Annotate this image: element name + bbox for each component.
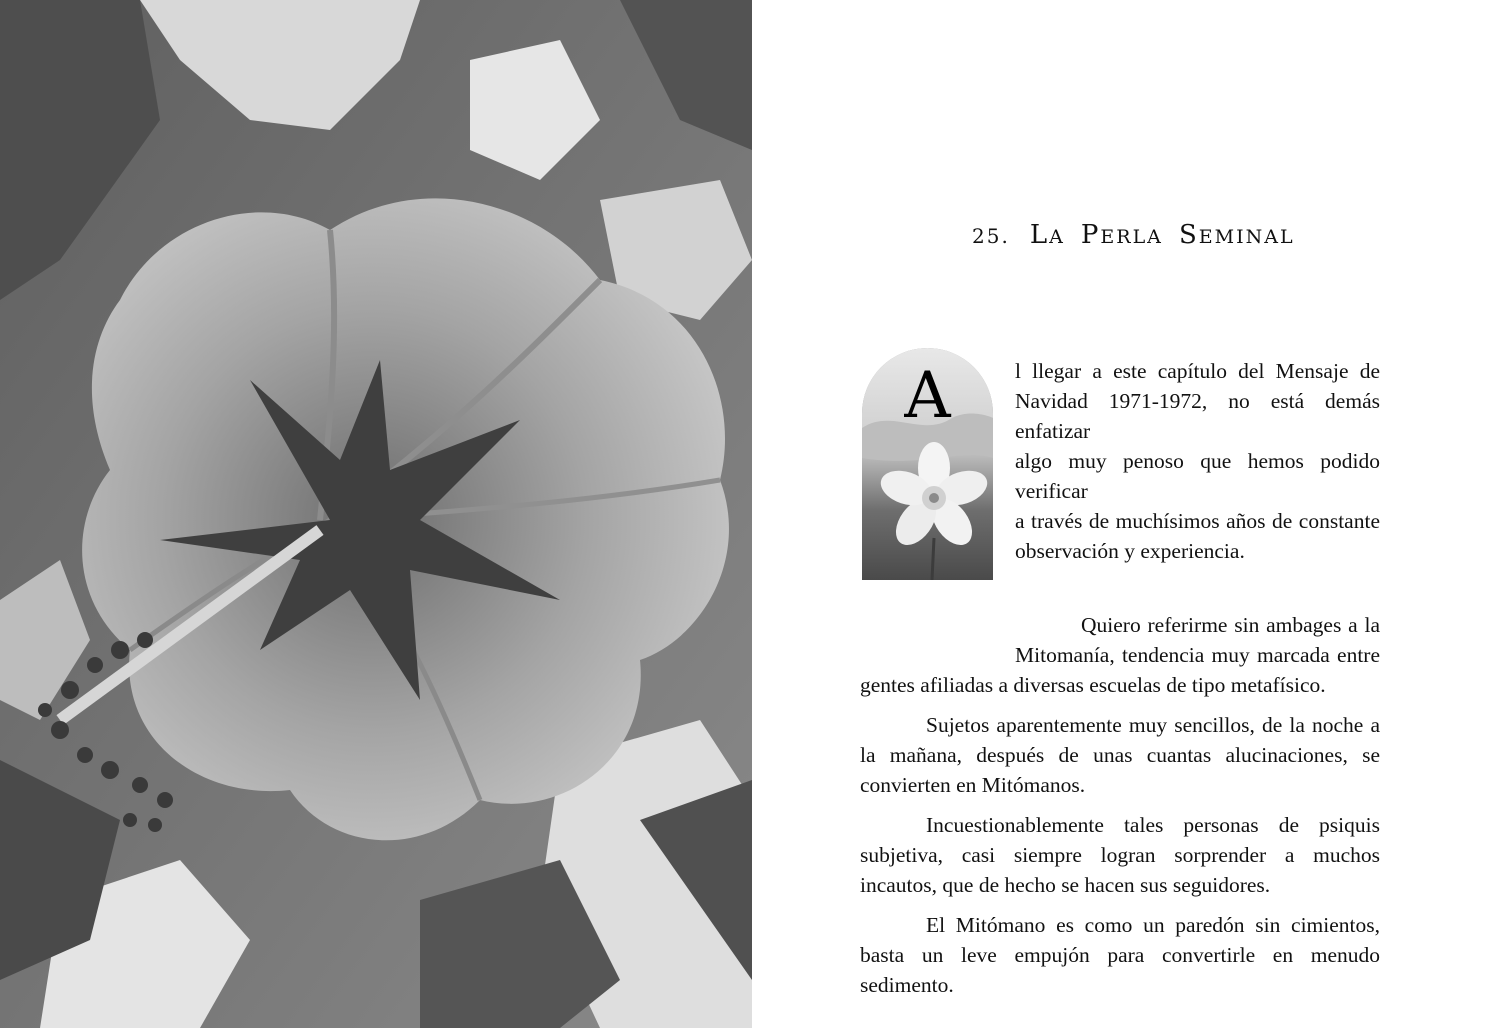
text-line: Navidad 1971-1972, no está demás enfatizar: [1015, 389, 1380, 443]
title-part: L: [1029, 220, 1050, 250]
text-line: observación y experiencia.: [1015, 539, 1245, 563]
dropcap-letter: A: [904, 359, 951, 433]
paragraph-5: El Mitómano es como un paredón sin cimientos, basta un leve empujón para convertirle en menudo sedimento.: [860, 913, 1380, 997]
text-line: l llegar a este capítulo del Mensaje de: [1015, 359, 1380, 383]
paragraph-3: Sujetos aparentemente muy sencillos, de la noche a la mañana, después de unas cuantas alucinaciones, se convierten en Mitómanos.: [860, 713, 1380, 797]
body-text: [860, 356, 1380, 1010]
title-part: A: [1049, 226, 1081, 248]
paragraph-4: Incuestionablemente tales personas de psiquis subjetiva, casi siempre logran sorprender a muchos incautos, que de hecho se hacen sus seguidores.: [860, 813, 1380, 897]
chapter-title: [972, 220, 1392, 250]
chapter-number: 25.: [972, 224, 1010, 248]
text-line: Quiero referirme sin ambages a la: [1081, 613, 1380, 637]
text-line: Mitomanía, tendencia muy marcada entre: [1015, 643, 1380, 667]
paragraph-2: [860, 610, 1380, 700]
text-line: a través de muchísimos años de constante: [1015, 509, 1380, 533]
paragraph-1: [860, 356, 1380, 566]
text-page: [752, 0, 1500, 1028]
title-part: S: [1178, 220, 1199, 250]
title-part: ERLA: [1100, 226, 1179, 248]
text-line: algo muy penoso que hemos podido verificar: [1015, 449, 1380, 503]
text-line: gentes afiliadas a diversas escuelas de tipo metafísico.: [860, 673, 1326, 697]
title-part: EMINAL: [1198, 226, 1295, 248]
title-part: P: [1080, 220, 1101, 250]
